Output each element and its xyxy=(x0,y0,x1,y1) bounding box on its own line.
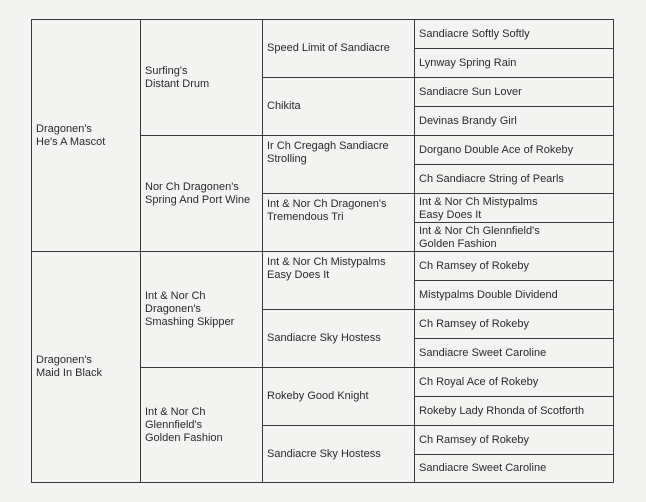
dog-name: Ch Royal Ace of Rokeby xyxy=(419,375,539,388)
dog-name: Rokeby Lady Rhonda of Scotforth xyxy=(419,404,585,417)
gen2-cell xyxy=(140,19,263,136)
dog-name: Lynway Spring Rain xyxy=(419,56,517,69)
gen4-cell xyxy=(414,425,614,455)
dog-name: Ir Ch Cregagh Sandiacre Strolling xyxy=(267,140,389,165)
dog-name: Speed Limit of Sandiacre xyxy=(267,42,390,54)
dog-name: Int & Nor Ch Dragonen's Tremendous Tri xyxy=(267,198,387,223)
gen3-cell xyxy=(262,367,415,426)
gen3-cell xyxy=(262,309,415,368)
gen2-cell xyxy=(140,251,263,368)
dog-name: Devinas Brandy Girl xyxy=(419,114,517,127)
dog-name: Sandiacre Softly Softly xyxy=(419,27,530,40)
dog-name: Int & Nor Ch Mistypalms Easy Does It xyxy=(419,196,538,221)
gen3-cell xyxy=(262,19,415,78)
gen4-cell xyxy=(414,338,614,368)
dog-name: Surfing's Distant Drum xyxy=(145,64,210,90)
dog-name: Ch Ramsey of Rokeby xyxy=(419,433,530,446)
dam-cell xyxy=(31,251,141,483)
dog-name: Int & Nor Ch Glennfield's Golden Fashion xyxy=(419,225,540,250)
gen4-cell xyxy=(414,48,614,78)
gen4-cell xyxy=(414,19,614,49)
dog-name: Rokeby Good Knight xyxy=(267,390,369,402)
sire-cell xyxy=(31,19,141,252)
gen4-cell xyxy=(414,309,614,339)
dog-name: Sandiacre Sky Hostess xyxy=(267,332,381,344)
gen4-cell xyxy=(414,77,614,107)
dog-name: Ch Ramsey of Rokeby xyxy=(419,259,530,272)
gen4-cell xyxy=(414,193,614,223)
dog-name: Sandiacre Sun Lover xyxy=(419,85,522,98)
dog-name: Mistypalms Double Dividend xyxy=(419,288,558,301)
gen3-cell xyxy=(262,425,415,483)
gen4-cell xyxy=(414,454,614,483)
gen4-cell xyxy=(414,396,614,426)
dog-name: Sandiacre Sweet Caroline xyxy=(419,346,547,359)
gen4-cell xyxy=(414,280,614,310)
dog-name: Int & Nor Ch Glennfield's Golden Fashion xyxy=(145,405,223,444)
gen3-cell xyxy=(262,251,415,310)
dog-name: Chikita xyxy=(267,100,301,112)
gen2-cell xyxy=(140,367,263,483)
gen4-cell xyxy=(414,106,614,136)
dog-name: Dragonen's Maid In Black xyxy=(36,354,103,379)
gen4-cell xyxy=(414,135,614,165)
gen3-cell xyxy=(262,135,415,194)
gen4-cell xyxy=(414,222,614,252)
dog-name: Int & Nor Ch Mistypalms Easy Does It xyxy=(267,256,386,281)
dog-name: Dorgano Double Ace of Rokeby xyxy=(419,143,574,156)
dog-name: Dragonen's He's A Mascot xyxy=(36,122,106,148)
dog-name: Sandiacre Sweet Caroline xyxy=(419,462,547,474)
dog-name: Ch Ramsey of Rokeby xyxy=(419,317,530,330)
dog-name: Sandiacre Sky Hostess xyxy=(267,447,381,460)
gen2-cell xyxy=(140,135,263,252)
gen4-cell xyxy=(414,251,614,281)
gen3-cell xyxy=(262,193,415,252)
gen3-cell xyxy=(262,77,415,136)
dog-name: Int & Nor Ch Dragonen's Smashing Skipper xyxy=(145,290,235,328)
gen4-cell xyxy=(414,164,614,194)
pedigree-chart xyxy=(31,19,614,483)
dog-name: Ch Sandiacre String of Pearls xyxy=(419,172,564,185)
gen4-cell xyxy=(414,367,614,397)
dog-name: Nor Ch Dragonen's Spring And Port Wine xyxy=(145,180,251,206)
